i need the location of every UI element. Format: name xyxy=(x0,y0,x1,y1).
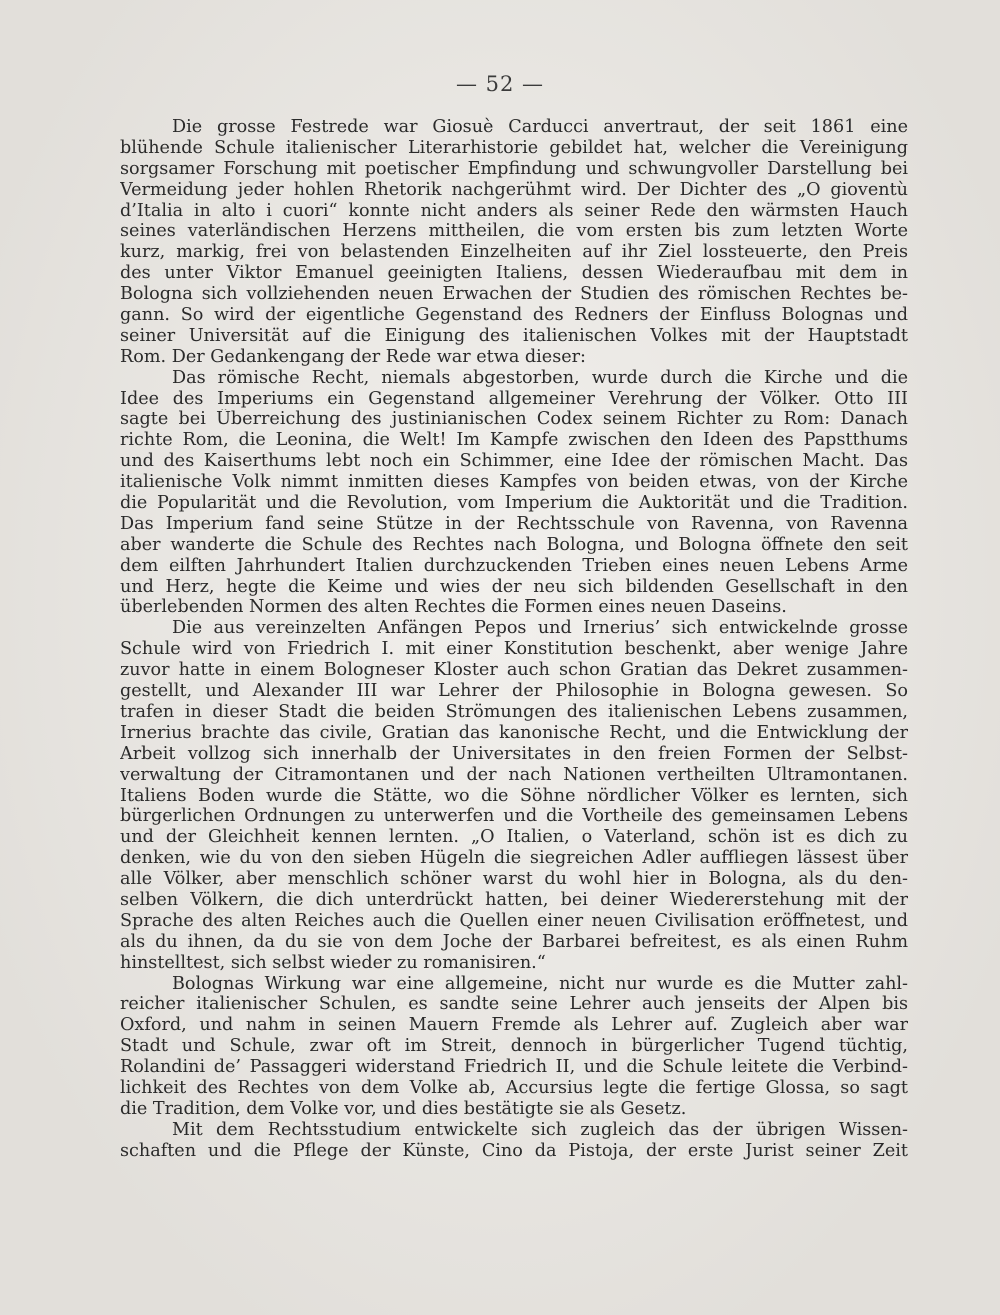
text-line: sagte bei Überreichung des justinianischen Codex seinem Richter zu Rom: Danach xyxy=(120,409,908,430)
text-line: Mit dem Rechtsstudium entwickelte sich zugleich das der übrigen Wissen- xyxy=(172,1119,908,1140)
text-line: Vermeidung jeder hohlen Rhetorik nachgerühmt wird. Der Dichter des „O gioventù xyxy=(120,179,908,200)
text-line: italienische Volk nimmt inmitten dieses Kampfes von beiden etwas, von der Kirche xyxy=(120,472,908,493)
text-line: Die aus vereinzelten Anfängen Pepos und Irnerius’ sich entwickelnde grosse xyxy=(172,618,908,639)
text-line: Das Imperium fand seine Stütze in der Rechtsschule von Ravenna, von Ravenna xyxy=(120,513,908,534)
body-text xyxy=(120,117,908,1162)
text-line: seiner Universität auf die Einigung des italienischen Volkes mit der Hauptstadt xyxy=(120,325,908,346)
text-line: seines vaterländischen Herzens mittheilen, die vom ersten bis zum letzten Worte xyxy=(120,221,908,242)
text-line: und des Kaiserthums lebt noch ein Schimmer, eine Idee der römischen Macht. Das xyxy=(120,451,908,472)
text-line: Rom. Der Gedankengang der Rede war etwa dieser: xyxy=(120,346,586,367)
text-line: schaften und die Pflege der Künste, Cino da Pistoja, der erste Jurist seiner Zeit xyxy=(120,1140,908,1161)
text-line: überlebenden Normen des alten Rechtes die Formen eines neuen Daseins. xyxy=(120,597,787,618)
text-line: zuvor hatte in einem Bologneser Kloster auch schon Gratian das Dekret zusammen- xyxy=(120,660,908,681)
text-line: aber wanderte die Schule des Rechtes nach Bologna, und Bologna öffnete den seit xyxy=(120,534,908,555)
text-line: d’Italia in alto i cuori“ konnte nicht anders als seiner Rede den wärmsten Hauch xyxy=(120,200,908,221)
text-line: und Herz, hegte die Keime und wies der neu sich bildenden Gesellschaft in den xyxy=(120,576,908,597)
text-line: Oxford, und nahm in seinen Mauern Fremde als Lehrer auf. Zugleich aber war xyxy=(120,1015,908,1036)
text-line: Bologna sich vollziehenden neuen Erwachen der Studien des römischen Rechtes be- xyxy=(120,284,908,305)
text-line: Irnerius brachte das civile, Gratian das kanonische Recht, und die Entwicklung der xyxy=(120,722,908,743)
text-line: hinstelltest, sich selbst wieder zu romanisiren.“ xyxy=(120,952,546,973)
text-line: bürgerlichen Ordnungen zu unterwerfen und die Vortheile des gemeinsamen Lebens xyxy=(120,806,908,827)
text-line: Rolandini de’ Passaggeri widerstand Friedrich II, und die Schule leitete die Verbind- xyxy=(120,1057,908,1078)
text-line: verwaltung der Citramontanen und der nach Nationen vertheilten Ultramontanen. xyxy=(120,764,908,785)
text-line: Die grosse Festrede war Giosuè Carducci anvertraut, der seit 1861 eine xyxy=(172,117,908,137)
text-line: Bolognas Wirkung war eine allgemeine, nicht nur wurde es die Mutter zahl- xyxy=(172,973,908,994)
text-line: gestellt, und Alexander III war Lehrer der Philosophie in Bologna gewesen. So xyxy=(120,681,908,702)
text-line: Idee des Imperiums ein Gegenstand allgemeiner Verehrung der Völker. Otto III xyxy=(120,388,908,409)
text-line: die Popularität und die Revolution, vom Imperium die Auktorität und die Tradition. xyxy=(120,493,908,514)
text-line: Das römische Recht, niemals abgestorben, wurde durch die Kirche und die xyxy=(172,367,908,388)
text-line: dem eilften Jahrhundert Italien durchzuckenden Trieben eines neuen Lebens Arme xyxy=(120,555,908,576)
text-line: Sprache des alten Reiches auch die Quellen einer neuen Civilisation eröffnetest, und xyxy=(120,910,908,931)
text-line: als du ihnen, da du sie von dem Joche der Barbarei befreitest, es als einen Ruhm xyxy=(120,931,908,952)
text-line: blühende Schule italienischer Literarhistorie gebildet hat, welcher die Vereinigung xyxy=(120,137,908,158)
text-line: denken, wie du von den sieben Hügeln die siegreichen Adler auffliegen lässest über xyxy=(120,848,908,869)
text-line: selben Völkern, die dich unterdrückt hatten, bei deiner Wiedererstehung mit der xyxy=(120,889,908,910)
text-line: alle Völker, aber menschlich schöner warst du wohl hier in Bologna, als du den- xyxy=(120,869,908,890)
text-line: Stadt und Schule, zwar oft im Streit, dennoch in bürgerlicher Tugend tüchtig, xyxy=(120,1036,908,1057)
text-line: des unter Viktor Emanuel geeinigten Italiens, dessen Wiederaufbau mit dem in xyxy=(120,263,908,284)
text-line: die Tradition, dem Volke vor, und dies bestätigte sie als Gesetz. xyxy=(120,1098,687,1119)
text-line: Schule wird von Friedrich I. mit einer Konstitution beschenkt, aber wenige Jahre xyxy=(120,639,908,660)
text-line: kurz, markig, frei von belastenden Einzelheiten auf ihr Ziel lossteuerte, den Preis xyxy=(120,242,908,263)
text-line: sorgsamer Forschung mit poetischer Empfindung und schwungvoller Darstellung bei xyxy=(120,158,908,179)
text-line: richte Rom, die Leonina, die Welt! Im Kampfe zwischen den Ideen des Papstthums xyxy=(120,430,908,451)
text-line: trafen in dieser Stadt die beiden Strömungen des italienischen Lebens zusammen, xyxy=(120,701,908,722)
text-line: und der Gleichheit kennen lernten. „O Italien, o Vaterland, schön ist es dich zu xyxy=(120,827,908,848)
text-line: gann. So wird der eigentliche Gegenstand des Redners der Einfluss Bolognas und xyxy=(120,305,908,326)
text-line: lichkeit des Rechtes von dem Volke ab, Accursius legte die fertige Glossa, so sagt xyxy=(120,1077,908,1098)
text-line: reicher italienischer Schulen, es sandte seine Lehrer auch jenseits der Alpen bis xyxy=(120,994,908,1015)
page-number: — 52 — xyxy=(455,72,545,96)
text-line: Italiens Boden wurde die Stätte, wo die Söhne nördlicher Völker es lernten, sich xyxy=(120,785,908,806)
text-line: Arbeit vollzog sich innerhalb der Universitates in den freien Formen der Selbst- xyxy=(120,743,908,764)
